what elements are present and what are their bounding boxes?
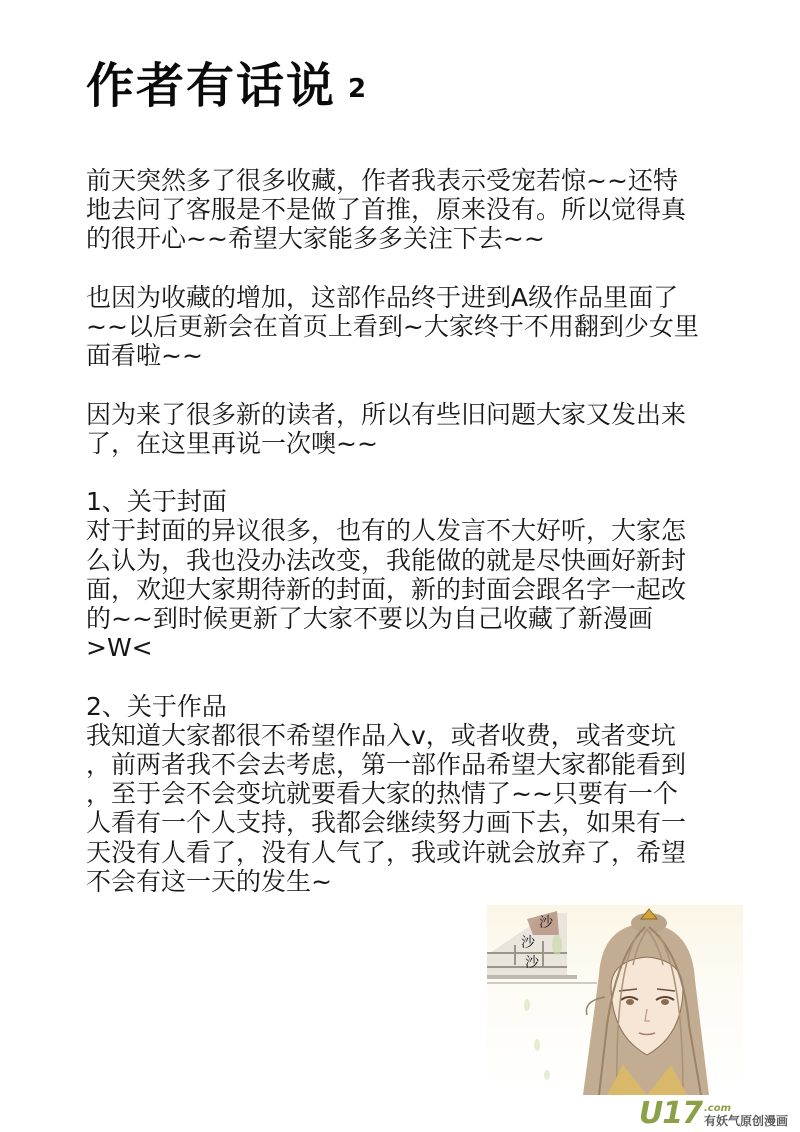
- svg-text:沙: 沙: [525, 955, 539, 971]
- paragraph: [86, 283, 726, 371]
- text-line: 前天突然多了很多收藏，作者我表示受宠若惊~~还特: [86, 166, 678, 195]
- page-title: [86, 56, 368, 119]
- text-line: 么认为，我也没办法改变，我能做的就是尽快画好新封: [86, 545, 687, 575]
- text-line: ~~以后更新会在首页上看到~大家终于不用翻到少女里: [86, 312, 699, 341]
- text-line: 我知道大家都很不希望作品入v，或者收费，或者变坑: [86, 720, 676, 750]
- text-line: 的~~到时候更新了大家不要以为自己收藏了新漫画: [86, 604, 653, 633]
- text-line: 天没有人看了，没有人气了，我或许就会放弃了，希望: [86, 837, 687, 867]
- text-line: ，至于会不会变坑就要看大家的热情了~~只要有一个: [86, 779, 678, 809]
- character-portrait-icon: [487, 905, 743, 1095]
- watermark-domain: .com: [703, 1103, 732, 1114]
- text-line: 因为来了很多新的读者，所以有些旧问题大家又发出来: [86, 399, 687, 429]
- paragraph: [86, 692, 726, 896]
- text-line: ，前两者我不会去考虑，第一部作品希望大家都能看到: [86, 750, 687, 779]
- text-line: 1、关于封面: [86, 487, 227, 517]
- svg-text:沙: 沙: [539, 915, 553, 931]
- text-line: 对于封面的异议很多，也有的人发言不大好听，大家怎: [86, 516, 687, 546]
- title-text: 作者有话说: [86, 58, 337, 114]
- paragraph: [86, 166, 726, 254]
- svg-text:沙: 沙: [521, 935, 535, 951]
- author-note-body: [86, 166, 726, 925]
- text-line: 地去问了客服是不是做了首推，原来没有。所以觉得真: [86, 195, 687, 225]
- u17-logo: U17: [638, 1096, 702, 1131]
- text-line: 的很开心~~希望大家能多多关注下去~~: [86, 224, 545, 254]
- text-line: 面看啦~~: [86, 341, 203, 371]
- watermark-tagline: 有妖气原创漫画: [703, 1114, 788, 1128]
- character-illustration: [487, 905, 743, 1095]
- u17-watermark: [638, 1096, 788, 1131]
- text-line: 了，在这里再说一次噢~~: [86, 428, 378, 458]
- text-line: 人看有一个人支持，我都会继续努力画下去，如果有一: [86, 808, 687, 838]
- text-line: 2、关于作品: [86, 691, 227, 721]
- paragraph: [86, 400, 726, 458]
- text-line: 也因为收藏的增加，这部作品终于进到A级作品里面了: [86, 282, 679, 312]
- text-line: 不会有这一天的发生~: [86, 866, 332, 896]
- text-line: >W<: [86, 633, 153, 663]
- paragraph: [86, 487, 726, 662]
- title-number: 2: [348, 74, 369, 104]
- text-line: 面，欢迎大家期待新的封面，新的封面会跟名字一起改: [86, 574, 687, 604]
